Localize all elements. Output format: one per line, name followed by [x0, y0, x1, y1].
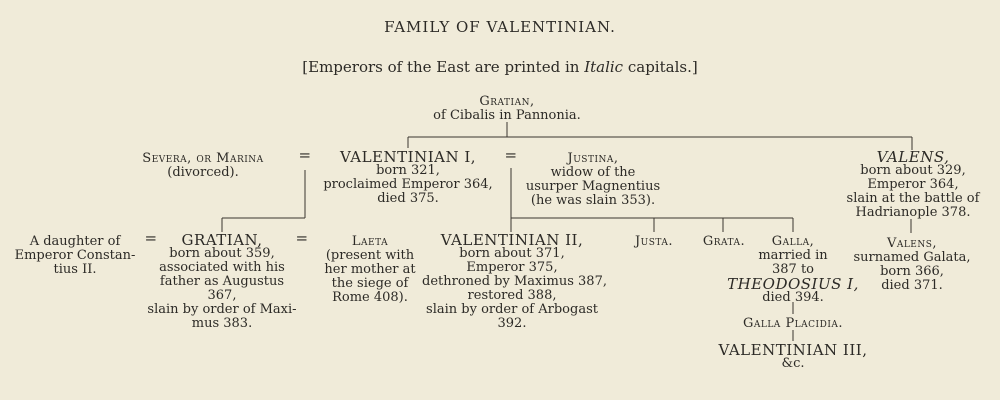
node-justa: Justa.	[634, 234, 674, 249]
node-valentinian-1: VALENTINIAN I, born 321, proclaimed Emperor 364, died 375.	[323, 148, 493, 206]
node-daughter-constantius: A daughter of Emperor Constan- tius II.	[14, 234, 136, 277]
marriage-symbol: =	[504, 146, 518, 164]
node-justina: Justina, widow of the usurper Magnentius (he was slain 353).	[525, 151, 661, 208]
node-galla: Galla, married in 387 to THEODOSIUS I, died 394.	[727, 234, 859, 305]
node-severa: Severa, or Marina (divorced).	[142, 151, 264, 180]
marriage-symbol: =	[298, 146, 312, 164]
node-valentinian-2: VALENTINIAN II, born about 371, Emperor 375, dethroned by Maximus 387, restored 388, slain by order of Arbogast 392.	[422, 231, 607, 331]
page-title: FAMILY OF VALENTINIAN.	[384, 18, 616, 36]
marriage-symbol: =	[295, 229, 309, 247]
node-valentinian-3: VALENTINIAN III, &c.	[718, 341, 868, 371]
marriage-symbol: =	[144, 229, 158, 247]
node-valens-galata: Valens, surnamed Galata, born 366, died 371.	[853, 236, 971, 293]
node-gratian-elder: Gratian, of Cibalis in Pannonia.	[433, 94, 581, 123]
node-valens: VALENS, born about 329, Emperor 364, slain at the battle of Hadrianople 378.	[846, 148, 980, 220]
node-galla-placidia: Galla Placidia.	[742, 316, 844, 331]
node-grata: Grata.	[702, 234, 746, 249]
node-laeta: Laeta (present with her mother at the siege of Rome 408).	[324, 234, 416, 305]
page-subtitle: [Emperors of the East are printed in Italic capitals.]	[302, 58, 698, 76]
node-gratian: GRATIAN, born about 359, associated with his father as Augustus 367, slain by order of Maxi- mus 383.	[147, 231, 297, 331]
